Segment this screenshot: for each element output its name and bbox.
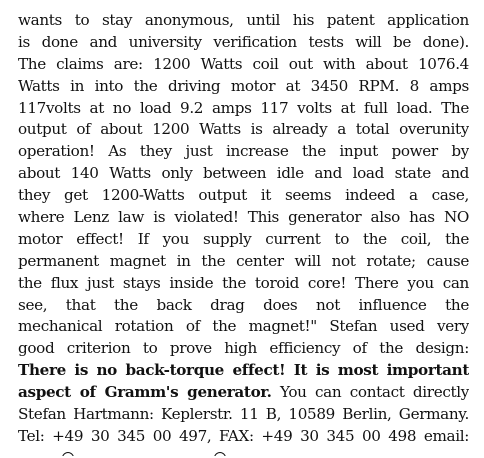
text-segment: they get 1200-Watts output it seems indeed a case, <box>18 186 469 205</box>
text-line <box>18 185 469 207</box>
text-segment: Watts in into the driving motor at 3450 RPM. 8 amps <box>18 76 469 95</box>
text-line <box>18 273 469 295</box>
text-segment: good criterion to prove high efficiency of the design: <box>18 339 469 358</box>
text-line <box>18 119 469 141</box>
text-segment: see, that the back drag does not influence the <box>18 295 469 314</box>
text-segment: Stefan Hartmann: Keplerstr. 11 B, 10589 Berlin, Germany. <box>18 405 469 424</box>
text-line <box>18 98 469 120</box>
text-line <box>18 163 469 185</box>
text-lines <box>18 10 469 448</box>
text-segment: where Lenz law is violated! This generator also has NO <box>18 208 469 227</box>
text-line <box>18 76 469 98</box>
text-segment: about 140 Watts only between idle and load state and <box>18 164 469 183</box>
clipped-next-line <box>18 448 469 456</box>
article-text-column <box>18 10 469 456</box>
text-line <box>18 295 469 317</box>
text-line <box>18 360 469 382</box>
text-segment: Tel: +49 30 345 00 497, FAX: +49 30 345 00 498 email: <box>18 426 469 445</box>
text-line <box>18 316 469 338</box>
text-segment: The claims are: 1200 Watts coil out with about 1076.4 <box>18 54 469 73</box>
text-line <box>18 251 469 273</box>
bold-text-segment: There is no back-torque effect! It is most important <box>18 361 469 380</box>
text-segment: operation! As they just increase the input power by <box>18 142 469 161</box>
text-line <box>18 229 469 251</box>
text-line <box>18 10 469 32</box>
text-line <box>18 54 469 76</box>
text-segment: mechanical rotation of the magnet!" Stefan used very <box>18 317 469 336</box>
text-segment: permanent magnet in the center will not rotate; cause <box>18 251 469 270</box>
text-line <box>18 404 469 426</box>
text-segment: output of about 1200 Watts is already a total overunity <box>18 120 469 139</box>
text-segment: wants to stay anonymous, until his patent application <box>18 11 469 29</box>
text-line <box>18 32 469 54</box>
bold-text-segment: aspect of Gramm's generator. <box>18 383 272 402</box>
text-segment: the flux just stays inside the toroid core! There you can <box>18 273 469 292</box>
clipped-glyph <box>62 452 74 456</box>
text-line <box>18 338 469 360</box>
text-line <box>18 382 469 404</box>
text-line <box>18 141 469 163</box>
text-segment: is done and university verification tests will be done). <box>18 32 469 51</box>
text-segment: 117volts at no load 9.2 amps 117 volts at full load. The <box>18 98 469 117</box>
text-line <box>18 426 469 448</box>
text-segment: motor effect! If you supply current to the coil, the <box>18 229 469 248</box>
text-segment: You can contact directly <box>271 383 469 402</box>
text-line <box>18 207 469 229</box>
clipped-glyph <box>214 452 226 456</box>
